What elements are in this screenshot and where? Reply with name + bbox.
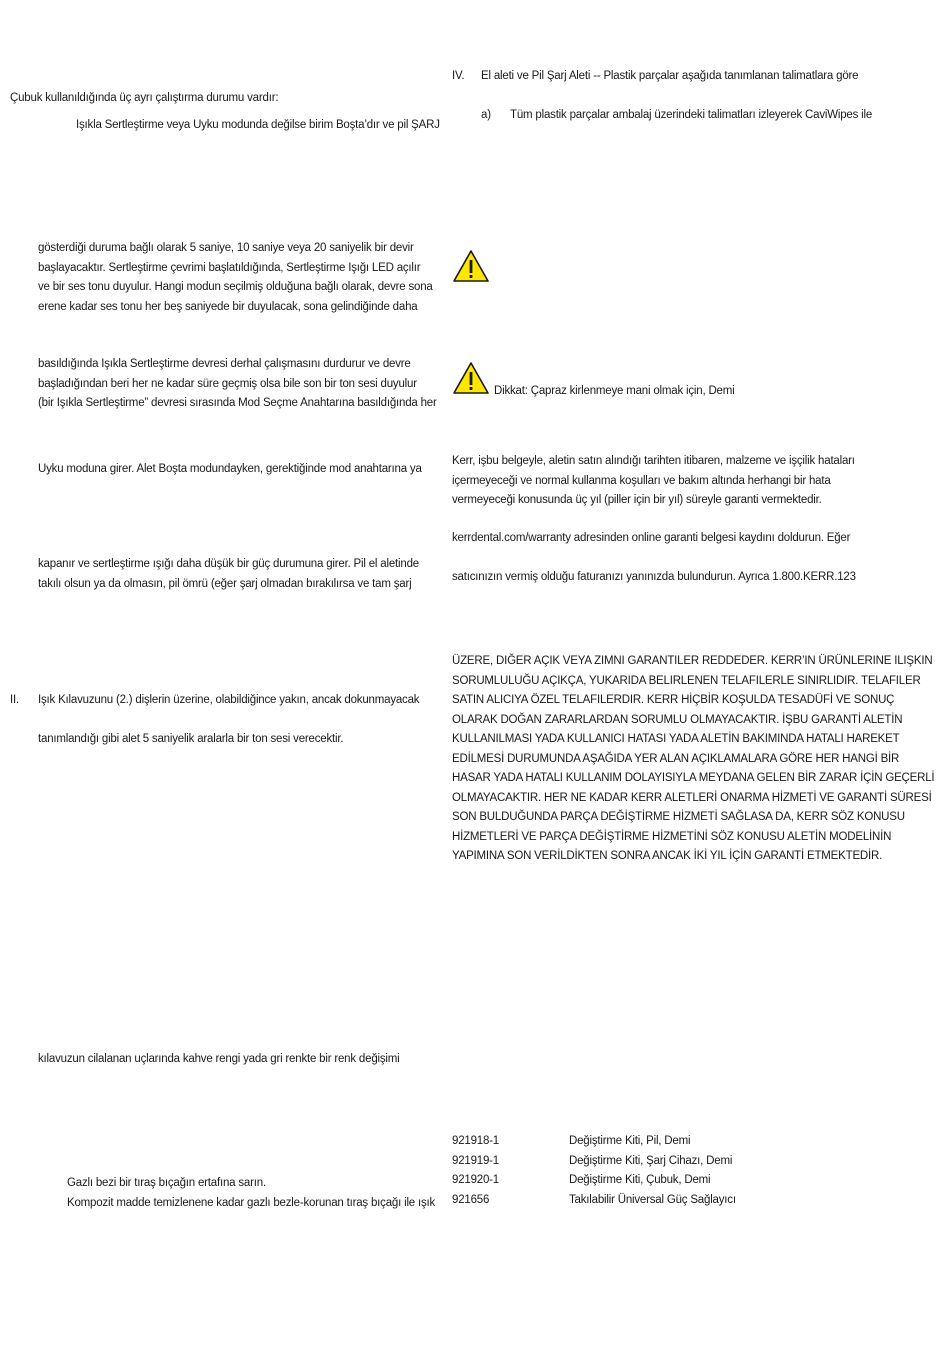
text-line: başladığından beri her ne kadar süre geçmiş olsa bile son bir ton sesi duyulur <box>38 377 417 390</box>
table-row <box>452 1132 736 1152</box>
text-line: erene kadar ses tonu her beş saniyede bir duyulacak, sona gelindiğinde daha <box>38 300 418 313</box>
interval-line: tanımlandığı gibi alet 5 saniyelik aralarla bir ton sesi verecektir. <box>38 733 344 745</box>
intro-line: Çubuk kullanıldığında üç ayrı çalıştırma durumu vardır: <box>10 92 279 104</box>
text-line: Gazlı bezi bir tıraş bıçağın ertafına sarın. <box>67 1177 266 1189</box>
text-line: KULLANILMASI YADA KULLANICI HATASI YADA ALETİN BAKIMINDA HATALI HAREKET <box>452 733 900 745</box>
text-line: kapanır ve sertleştirme ışığı daha düşük bir güç durumuna girer. Pil el aletinde <box>38 558 419 570</box>
register-line: kerrdental.com/warranty adresinden online garanti belgesi kaydını doldurun. Eğer <box>452 532 851 544</box>
stop-paragraph <box>38 355 437 414</box>
cycle-paragraph <box>38 239 433 317</box>
part-number: 921918-1 <box>452 1135 499 1147</box>
text-line: (bir Işıkla Sertleştirme” devresi sırasında Mod Seçme Anahtarına basıldığında her <box>38 397 437 409</box>
caution-text: Dikkat: Çapraz kirlenmeye mani olmak için, Demi <box>494 385 735 397</box>
text-line: SATIN ALICIYA ÖZEL TELAFILERDIR. KERR HİÇBİR KOŞULDA TESADÜFİ VE SONUÇ <box>452 694 895 706</box>
part-description: Değiştirme Kiti, Pil, Demi <box>569 1135 691 1147</box>
sleep-line: Uyku moduna girer. Alet Boşta modundayken, gerektiğinde mod anahtarına ya <box>38 463 422 475</box>
item-a-label: a) <box>481 109 491 121</box>
text-line: HASAR YADA HATALI KULLANIM DOLAYISIYLA MEYDANA GELEN BİR ZARAR İÇİN GEÇERLİ <box>452 772 935 784</box>
part-number: 921920-1 <box>452 1174 499 1186</box>
part-description: Değiştirme Kiti, Şarj Cihazı, Demi <box>569 1154 733 1167</box>
table-row <box>452 1152 736 1172</box>
part-number: 921919-1 <box>452 1154 499 1167</box>
table-row <box>452 1171 736 1191</box>
text-line: vermeyeceği konusunda üç yıl (piller için bir yıl) süreyle garanti vermektedir. <box>452 494 822 506</box>
warning-triangle-icon <box>452 249 490 283</box>
text-line: gösterdiği duruma bağlı olarak 5 saniye, 10 saniye veya 20 saniyelik bir devir <box>38 242 414 254</box>
part-description: Takılabilir Üniversal Güç Sağlayıcı <box>569 1193 736 1206</box>
text-line: ve bir ses tonu duyulur. Hangi modun seçilmiş olduğuna bağlı olarak, devre sona <box>38 281 433 293</box>
text-line: EDİLMESİ DURUMUNDA AŞAĞIDA YER ALAN AÇIKLAMALARA GÖRE HER HANGİ BİR <box>452 752 900 765</box>
text-line: takılı olsun ya da olmasın, pil ömrü (eğer şarj olmadan bırakılırsa ve tam şarj <box>38 577 412 590</box>
text-line: OLARAK DOĞAN ZARARLARDAN SORUMLU OLMAYACAKTIR. İŞBU GARANTİ ALETİN <box>452 713 903 726</box>
section-iv-number: IV. <box>452 70 465 82</box>
text-line: ÜZERE, DIĞER AÇIK VEYA ZIMNI GARANTILER REDDEDER. KERR’IN ÜRÜNLERINE ILIŞKIN <box>452 655 933 667</box>
section-ii-number: II. <box>10 694 19 706</box>
part-description: Değiştirme Kiti, Çubuk, Demi <box>569 1174 711 1186</box>
text-line: içermeyeceği ve normal kullanma koşulları ve bakım altında herhangi bir hata <box>452 474 831 487</box>
warning-triangle-icon <box>452 361 490 395</box>
invoice-line: satıcınızın vermiş olduğu faturanızı yanınızda bulundurun. Ayrıca 1.800.KERR.123 <box>452 571 856 583</box>
warranty-paragraph <box>452 452 855 511</box>
text-line: SORUMLULUĞU AÇIKÇA, YUKARIDA BELIRLENEN TELAFILERLE SINIRLIDIR. TELAFILER <box>452 674 921 687</box>
text-line: Kompozit madde temizlenene kadar gazlı bezle-korunan tıraş bıçağı ile ışık <box>67 1196 436 1209</box>
text-line: OLMAYACAKTIR. HER NE KADAR KERR ALETLERİ ONARMA HİZMETİ VE GARANTİ SÜRESİ <box>452 791 932 804</box>
text-line: Kerr, işbu belgeyle, aletin satın alındığı tarihten itibaren, malzeme ve işçilik hataları <box>452 455 855 467</box>
gauze-instructions <box>67 1174 435 1213</box>
power-paragraph <box>38 555 419 594</box>
discoloration-line: kılavuzun cilalanan uçlarında kahve rengi yada gri renkte bir renk değişimi <box>38 1053 400 1065</box>
idle-state-line: Işıkla Sertleştirme veya Uyku modunda değilse birim Boşta’dır ve pil ŞARJ <box>76 119 440 131</box>
section-ii-text: Işık Kılavuzunu (2.) dişlerin üzerine, olabildiğince yakın, ancak dokunmayacak <box>38 694 420 706</box>
replacement-kits-table <box>452 1132 736 1210</box>
text-line: HİZMETLERİ VE PARÇA DEĞİŞTİRME HİZMETİNİ SÖZ KONUSU ALETİN MODELİNİN <box>452 830 892 843</box>
text-line: YAPIMINA SON VERİLDİKTEN SONRA ANCAK İKİ YIL İÇİN GARANTİ ETMEKTEDİR. <box>452 850 883 862</box>
table-row <box>452 1191 736 1211</box>
text-line: basıldığında Işıkla Sertleştirme devresi derhal çalışmasını durdurur ve devre <box>38 358 411 370</box>
section-iv-text: El aleti ve Pil Şarj Aleti -- Plastik parçalar aşağıda tanımlanan talimatlara göre <box>481 70 859 82</box>
part-number: 921656 <box>452 1193 490 1206</box>
text-line: başlayacaktır. Sertleştirme çevrimi başlatıldığında, Sertleştirme Işığı LED açılır <box>38 261 421 274</box>
text-line: SON BULDUĞUNDA PARÇA DEĞİŞTİRME HİZMETİ SAĞLASA DA, KERR SÖZ KONUSU <box>452 811 905 823</box>
warranty-disclaimer <box>452 652 934 867</box>
item-a-text: Tüm plastik parçalar ambalaj üzerindeki talimatları izleyerek CaviWipes ile <box>510 109 873 121</box>
